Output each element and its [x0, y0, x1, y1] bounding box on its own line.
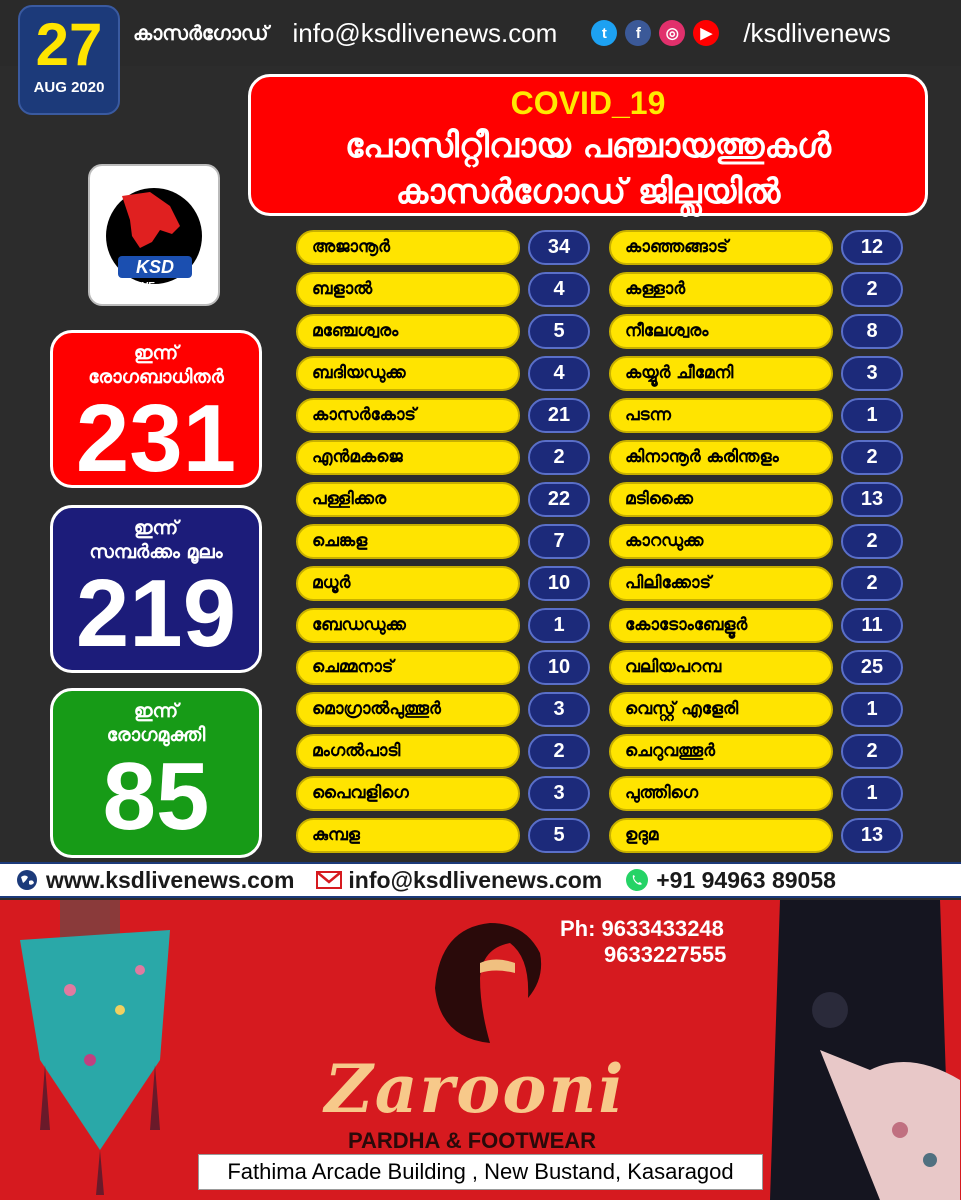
- phone-text: +91 94963 89058: [656, 866, 836, 893]
- ad-tagline: PARDHA & FOOTWEAR: [347, 1128, 597, 1153]
- title-line3: കാസർഗോഡ് ജില്ലയിൽ: [395, 172, 781, 212]
- panchayat-count: 21: [528, 398, 590, 433]
- list-item: [609, 440, 903, 475]
- title-covid: COVID_19: [510, 85, 666, 121]
- stat-label: രോഗമുക്തി: [106, 724, 206, 746]
- panchayat-count: 3: [841, 356, 903, 391]
- panchayat-count: 10: [528, 566, 590, 601]
- ad-address: Fathima Arcade Building , New Bustand, Kasaragod: [198, 1154, 763, 1190]
- panchayat-name: മടിക്കൈ: [609, 482, 833, 517]
- panchayat-count: 5: [528, 818, 590, 853]
- website-text: www.ksdlivenews.com: [46, 866, 295, 893]
- panchayat-count: 13: [841, 818, 903, 853]
- panchayat-name: ചെമ്മനാട്: [296, 650, 520, 685]
- panchayat-name: കയ്യൂർ ചീമേനി: [609, 356, 833, 391]
- stat-value: 85: [102, 743, 210, 850]
- hijab-logo-icon: [420, 918, 560, 1048]
- panchayat-name: ബദിയഡുക്ക: [296, 356, 520, 391]
- panchayat-count: 8: [841, 314, 903, 349]
- panchayat-count: 2: [841, 524, 903, 559]
- panchayat-name: വലിയപറമ്പ: [609, 650, 833, 685]
- panchayat-name: വെസ്റ്റ് എളേരി: [609, 692, 833, 727]
- list-item: [609, 650, 903, 685]
- ksd-logo: [88, 164, 220, 306]
- panchayat-name: എൻമകജെ: [296, 440, 520, 475]
- stat-value: 219: [75, 560, 237, 667]
- contact-strip: [0, 862, 961, 898]
- stat-recoveries: [50, 688, 262, 858]
- panchayat-count: 2: [841, 566, 903, 601]
- list-item: [609, 356, 903, 391]
- panchayat-name: പള്ളിക്കര: [296, 482, 520, 517]
- header-email[interactable]: info@ksdlivenews.com: [292, 17, 558, 48]
- contact-email[interactable]: [316, 867, 602, 894]
- stat-label: സമ്പർക്കം മൂലം: [89, 541, 223, 563]
- list-item: [609, 734, 903, 769]
- panchayat-count: 13: [841, 482, 903, 517]
- panchayat-count: 11: [841, 608, 903, 643]
- panchayat-list-right: [609, 230, 903, 853]
- panchayat-count: 1: [528, 608, 590, 643]
- instagram-icon[interactable]: ◎: [659, 20, 685, 46]
- panchayat-name: കാസർകോട്: [296, 398, 520, 433]
- panchayat-name: കള്ളാർ: [609, 272, 833, 307]
- stat-label: രോഗബാധിതർ: [88, 366, 224, 388]
- panchayat-name: പുത്തിഗെ: [609, 776, 833, 811]
- contact-phone[interactable]: [624, 867, 836, 894]
- panchayat-name: നീലേശ്വരം: [609, 314, 833, 349]
- stat-label: ഇന്ന്: [133, 342, 179, 364]
- panchayat-count: 7: [528, 524, 590, 559]
- panchayat-count: 3: [528, 692, 590, 727]
- panchayat-name: മംഗൽപാടി: [296, 734, 520, 769]
- panchayat-name: മൊഗ്രാൽപുത്തൂർ: [296, 692, 520, 727]
- panchayat-name: കോടോംബേളൂർ: [609, 608, 833, 643]
- list-item: [296, 356, 590, 391]
- list-item: [609, 230, 903, 265]
- date-month: AUG 2020: [33, 79, 105, 96]
- date-badge: [18, 5, 120, 115]
- list-item: [609, 776, 903, 811]
- stat-cases-today: [50, 330, 262, 492]
- list-item: [296, 482, 590, 517]
- list-item: [296, 566, 590, 601]
- panchayat-count: 4: [528, 356, 590, 391]
- list-item: [296, 272, 590, 307]
- twitter-icon[interactable]: t: [591, 20, 617, 46]
- list-item: [296, 650, 590, 685]
- social-icons: [591, 20, 719, 46]
- stat-label: ഇന്ന്: [133, 700, 179, 722]
- advertisement-banner: [0, 900, 961, 1200]
- stat-value: 231: [75, 385, 237, 492]
- header-strip: [125, 14, 961, 52]
- panchayat-name: പടന്ന: [609, 398, 833, 433]
- logo-text: KSD: [135, 257, 175, 277]
- panchayat-count: 12: [841, 230, 903, 265]
- list-item: [296, 230, 590, 265]
- panchayat-name: കിനാനൂർ കരിന്തളം: [609, 440, 833, 475]
- abaya-scarf-image: [760, 900, 961, 1200]
- panchayat-count: 2: [528, 734, 590, 769]
- district-name: കാസർഗോഡ്: [133, 21, 269, 45]
- panchayat-count: 5: [528, 314, 590, 349]
- stat-contact-cases: [50, 505, 262, 673]
- mail-icon: [316, 869, 342, 891]
- panchayat-count: 10: [528, 650, 590, 685]
- panchayat-name: കാറഡുക്ക: [609, 524, 833, 559]
- panchayat-name: അജാനൂർ: [296, 230, 520, 265]
- panchayat-count: 2: [841, 734, 903, 769]
- contact-website[interactable]: [14, 867, 294, 894]
- stat-label: ഇന്ന്: [133, 517, 179, 539]
- list-item: [609, 608, 903, 643]
- panchayat-count: 2: [841, 272, 903, 307]
- list-item: [296, 608, 590, 643]
- ad-phone-1[interactable]: Ph: 9633433248: [560, 916, 724, 941]
- panchayat-count: 1: [841, 692, 903, 727]
- list-item: [296, 524, 590, 559]
- list-item: [296, 440, 590, 475]
- list-item: [296, 398, 590, 433]
- list-item: [296, 314, 590, 349]
- panchayat-count: 3: [528, 776, 590, 811]
- youtube-icon[interactable]: ▶: [693, 20, 719, 46]
- title-box: [248, 74, 928, 216]
- panchayat-count: 2: [528, 440, 590, 475]
- list-item: [609, 566, 903, 601]
- list-item: [609, 692, 903, 727]
- ksd-map-logo-icon: [100, 176, 208, 294]
- ad-phones: [560, 916, 726, 968]
- list-item: [296, 776, 590, 811]
- panchayat-name: ചെറുവത്തൂർ: [609, 734, 833, 769]
- ad-brand: Zarooni: [324, 1050, 626, 1128]
- list-item: [609, 398, 903, 433]
- panchayat-count: 1: [841, 776, 903, 811]
- panchayat-name: ബളാൽ: [296, 272, 520, 307]
- list-item: [609, 818, 903, 853]
- panchayat-name: ഉദുമ: [609, 818, 833, 853]
- facebook-icon[interactable]: f: [625, 20, 651, 46]
- panchayat-name: മഞ്ചേശ്വരം: [296, 314, 520, 349]
- panchayat-count: 2: [841, 440, 903, 475]
- list-item: [296, 818, 590, 853]
- list-item: [609, 482, 903, 517]
- email-text: info@ksdlivenews.com: [348, 866, 603, 893]
- panchayat-count: 22: [528, 482, 590, 517]
- panchayat-count: 4: [528, 272, 590, 307]
- panchayat-name: പിലിക്കോട്: [609, 566, 833, 601]
- panchayat-name: കാഞ്ഞങ്ങാട്: [609, 230, 833, 265]
- date-day: 27: [35, 11, 103, 78]
- panchayat-count: 34: [528, 230, 590, 265]
- panchayat-name: ചെങ്കള: [296, 524, 520, 559]
- panchayat-name: ബേഡഡുക്ക: [296, 608, 520, 643]
- panchayat-name: കുമ്പള: [296, 818, 520, 853]
- list-item: [296, 692, 590, 727]
- list-item: [609, 272, 903, 307]
- logo-subtext: LIVE: [132, 281, 156, 292]
- globe-icon: [14, 869, 40, 891]
- list-item: [296, 734, 590, 769]
- whatsapp-icon: [624, 869, 650, 891]
- panchayat-name: മധൂർ: [296, 566, 520, 601]
- panchayat-list-left: [296, 230, 590, 853]
- list-item: [609, 314, 903, 349]
- panchayat-name: പൈവളിഗെ: [296, 776, 520, 811]
- ad-phone-2[interactable]: 9633227555: [604, 942, 727, 967]
- title-line2: പോസിറ്റീവായ പഞ്ചായത്തുകൾ: [344, 126, 832, 166]
- social-handle[interactable]: /ksdlivenews: [743, 17, 891, 48]
- scarf-mannequin-image: [0, 900, 190, 1200]
- panchayat-count: 25: [841, 650, 903, 685]
- panchayat-count: 1: [841, 398, 903, 433]
- list-item: [609, 524, 903, 559]
